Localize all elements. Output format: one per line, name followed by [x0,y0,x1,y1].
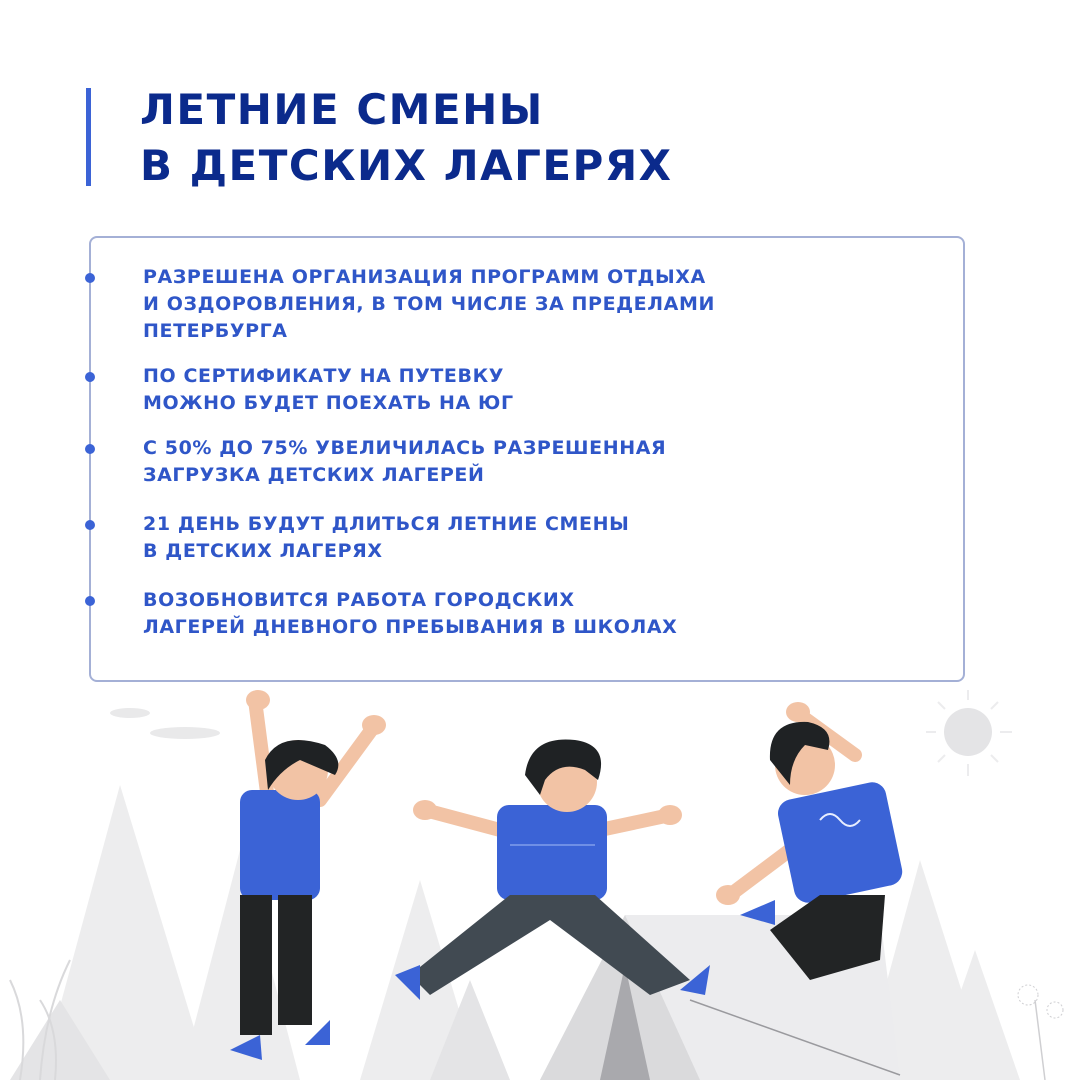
bullet-text: С 50% ДО 75% УВЕЛИЧИЛАСЬ РАЗРЕШЕННАЯ ЗАГРУЗКА ДЕТСКИХ ЛАГЕРЕЙ [143,437,667,486]
bullet-dot-icon [85,372,95,382]
bullet-dot-icon [85,520,95,530]
kids-jumping-illustration [0,680,1080,1080]
kid-left [230,690,386,1060]
bullet-dot-icon [85,444,95,454]
page-title-line-1: ЛЕТНИЕ СМЕНЫ [140,85,544,134]
bullet-text: ПО СЕРТИФИКАТУ НА ПУТЕВКУ МОЖНО БУДЕТ ПОЕХАТЬ НА ЮГ [143,365,514,414]
bullet-dot-icon [85,273,95,283]
bullet-text: 21 ДЕНЬ БУДУТ ДЛИТЬСЯ ЛЕТНИЕ СМЕНЫ В ДЕТСКИХ ЛАГЕРЯХ [143,513,630,562]
bullet-text: ВОЗОБНОВИТСЯ РАБОТА ГОРОДСКИХ ЛАГЕРЕЙ ДНЕВНОГО ПРЕБЫВАНИЯ В ШКОЛАХ [143,589,678,638]
dandelion-icon [1018,985,1063,1080]
page-title-line-2: В ДЕТСКИХ ЛАГЕРЯХ [140,141,673,190]
info-card [89,236,965,682]
title-accent-bar [86,88,91,186]
kid-center [395,739,710,1000]
cloud-icon [110,708,220,739]
page-title [140,82,673,194]
bullet-dot-icon [85,596,95,606]
bullet-text: РАЗРЕШЕНА ОРГАНИЗАЦИЯ ПРОГРАММ ОТДЫХА И ОЗДОРОВЛЕНИЯ, В ТОМ ЧИСЛЕ ЗА ПРЕДЕЛАМИ ПЕТЕРБУРГА [143,266,715,342]
sun-icon [926,690,1012,776]
